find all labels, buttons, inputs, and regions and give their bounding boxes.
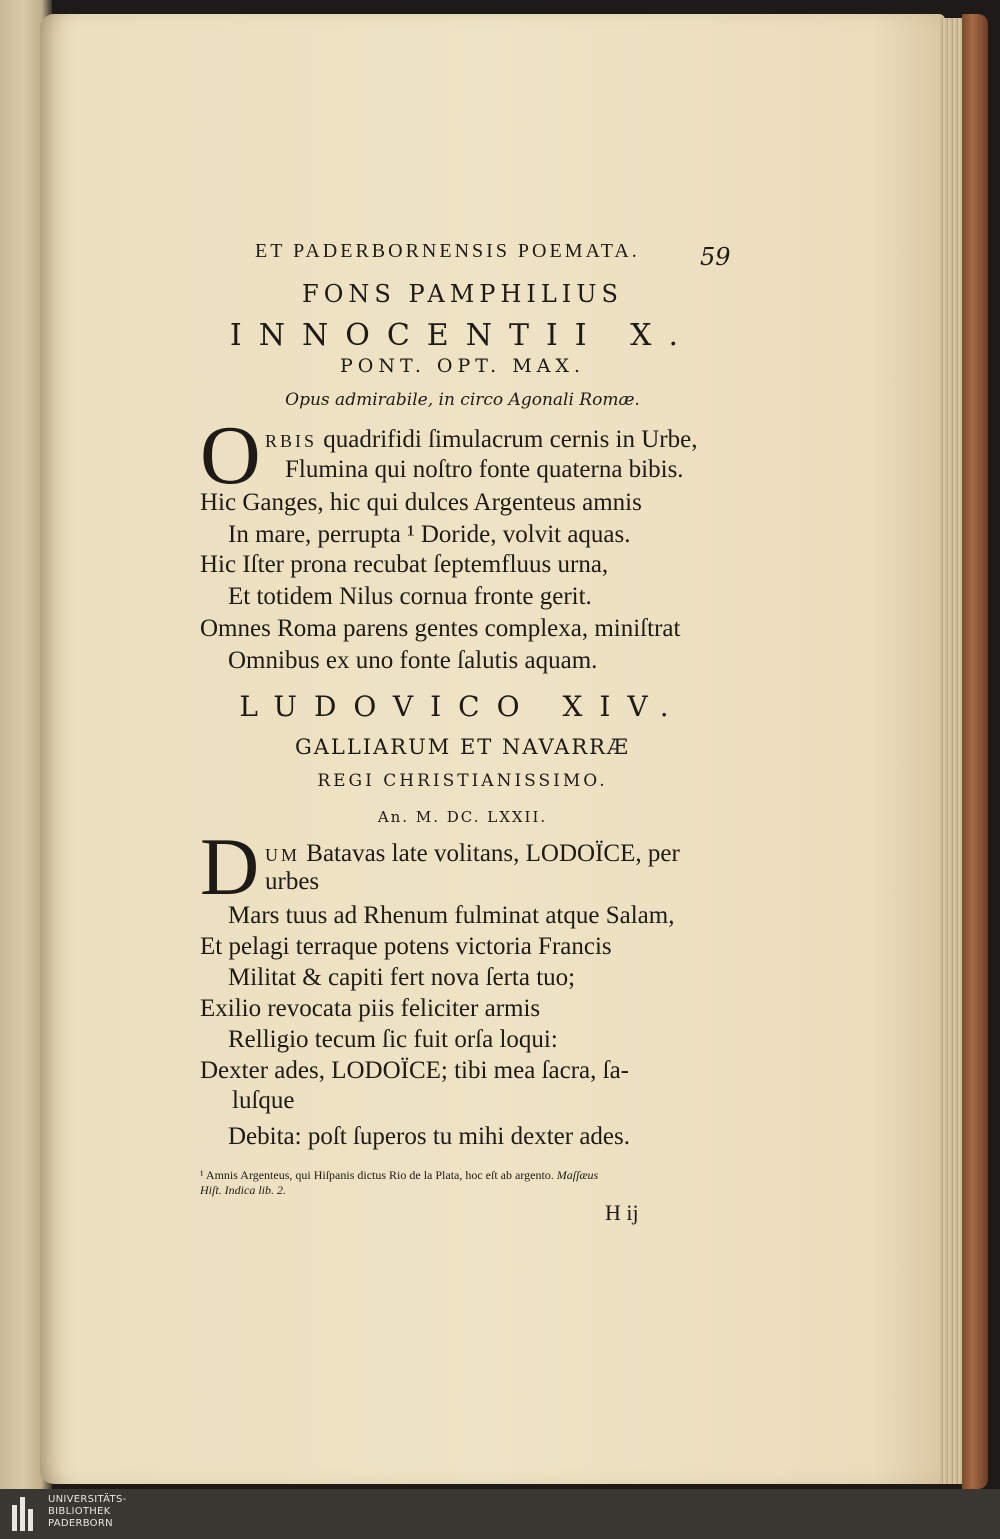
poem2-line-3: Mars tuus ad Rhenum fulminat atque Salam, [228, 902, 675, 929]
poem2-line-7: Relligio tecum ſic fuit orſa loqui: [228, 1026, 558, 1053]
poem1-title-line3: PONT. OPT. MAX. [339, 355, 585, 377]
poem1-line-7: Omnes Roma parens gentes complexa, miniſtrat [200, 615, 681, 642]
poem2-line-6: Exilio revocata piis feliciter armis [200, 995, 541, 1022]
poem1-line-5: Hic Iſter prona recubat ſeptemfluus urna, [200, 551, 609, 578]
poem1-line-6: Et totidem Nilus cornua fronte gerit. [228, 583, 592, 610]
poem1-line-2: Flumina qui noſtro fonte quaterna bibis. [285, 456, 684, 483]
poem2-line-4: Et pelagi terraque potens victoria Francis [200, 933, 612, 960]
poem2-line-5: Militat & capiti fert nova ſerta tuo; [228, 964, 576, 991]
poem1-title-line1: FONS PAMPHILIUS [302, 280, 623, 308]
signature-mark: H ij [605, 1200, 639, 1225]
poem2-dropcap: D [200, 821, 260, 912]
poem1-dropcap: O [200, 409, 261, 502]
library-name [48, 1494, 127, 1530]
library-footer-bar [0, 1489, 1000, 1539]
poem2-annotation: An. M. DC. LXXII. [377, 808, 548, 826]
page-number: 59 [700, 243, 731, 271]
poem1-line-1: RBIS quadrifidi ſimulacrum cernis in Urbe, [265, 426, 698, 453]
poem2-title-line1: LUDOVICO XIV. [239, 690, 686, 723]
poem1-line-8: Omnibus ex uno fonte ſalutis aquam. [228, 647, 598, 674]
poem1-title-line2: INNOCENTII X. [229, 318, 696, 353]
library-name-line1: UNIVERSITÄTS- [48, 1494, 127, 1505]
poem2-line-9: luſque [232, 1087, 295, 1114]
footnote-line-2: Hiſt. Indica lib. 2. [200, 1183, 286, 1197]
poem1-line-4: In mare, perrupta ¹ Doride, volvit aquas. [228, 521, 631, 548]
poem2-title-line2: GALLIARUM ET NAVARRÆ [294, 735, 631, 759]
library-logo-icon [12, 1497, 38, 1531]
library-name-line2: BIBLIOTHEK [48, 1506, 111, 1517]
running-head: ET PADERBORNENSIS POEMATA. [255, 240, 640, 262]
library-name-line3: PADERBORN [48, 1518, 113, 1529]
poem2-line-10: Debita: poſt ſuperos tu mihi dexter ades. [228, 1123, 630, 1150]
poem2-line-8: Dexter ades, LODOÏCE; tibi mea ſacra, ſa- [200, 1057, 629, 1084]
poem2-line-2: urbes [265, 868, 320, 895]
poem2-title-line3: REGI CHRISTIANISSIMO. [317, 771, 608, 791]
footnote-line-1: ¹ Amnis Argenteus, qui Hiſpanis dictus Rio de la Plata, hoc eſt ab argento. Maſſæus [200, 1168, 599, 1182]
poem2-line-1: UM Batavas late volitans, LODOÏCE, per [265, 840, 680, 867]
book-binding [962, 14, 988, 1489]
poem1-subtitle: Opus admirabile, in circo Agonali Romæ. [285, 390, 640, 410]
poem1-line-3: Hic Ganges, hic qui dulces Argenteus amnis [200, 489, 642, 516]
